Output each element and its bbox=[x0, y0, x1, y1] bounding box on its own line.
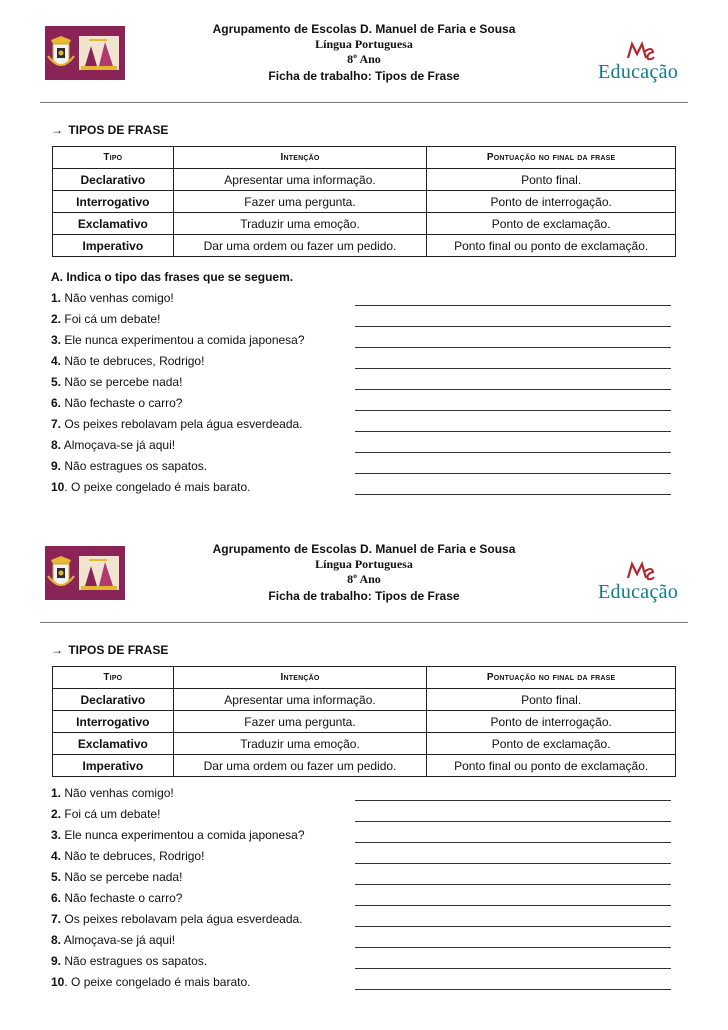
worksheet-title: Ficha de trabalho: Tipos de Frase bbox=[268, 69, 460, 83]
answer-line[interactable] bbox=[355, 463, 671, 474]
table-cell-punctuation: Ponto de interrogação. bbox=[427, 711, 676, 733]
table-cell-punctuation: Ponto de exclamação. bbox=[427, 213, 676, 235]
right-arrow-icon: → bbox=[51, 123, 63, 137]
exercise-item: 4. Não te debruces, Rodrigo! bbox=[51, 849, 676, 869]
exercise-item: 9. Não estragues os sapatos. bbox=[51, 459, 676, 479]
grade-label: 8º Ano bbox=[347, 572, 381, 586]
exercise-sentence: Os peixes rebolavam pela água esverdeada. bbox=[64, 912, 303, 926]
exercise-item: 3. Ele nunca experimentou a comida japonesa? bbox=[51, 333, 676, 353]
worksheet-title: Ficha de trabalho: Tipos de Frase bbox=[268, 589, 460, 603]
table-cell-punctuation: Ponto final ou ponto de exclamação. bbox=[427, 755, 676, 777]
table-cell-punctuation: Ponto final. bbox=[427, 169, 676, 191]
answer-line[interactable] bbox=[355, 937, 671, 948]
exercise-sentence: Ele nunca experimentou a comida japonesa? bbox=[64, 828, 305, 842]
table-cell-intention: Apresentar uma informação. bbox=[173, 169, 427, 191]
table-row bbox=[53, 191, 676, 213]
exercise-sentence: Foi cá um debate! bbox=[64, 312, 161, 326]
table-header-row bbox=[53, 147, 676, 169]
exercise-sentence: Foi cá um debate! bbox=[64, 807, 161, 821]
educacao-wordmark: Educação bbox=[598, 581, 679, 603]
table-cell-intention: Dar uma ordem ou fazer um pedido. bbox=[173, 755, 427, 777]
exercise-sentence: Não se percebe nada! bbox=[64, 375, 183, 389]
exercise-item: 5. Não se percebe nada! bbox=[51, 870, 676, 890]
answer-line[interactable] bbox=[355, 979, 671, 990]
table-cell-intention: Apresentar uma informação. bbox=[173, 689, 427, 711]
exercise-item: 7. Os peixes rebolavam pela água esverdeada. bbox=[51, 912, 676, 932]
answer-line[interactable] bbox=[355, 832, 671, 843]
answer-line[interactable] bbox=[355, 790, 671, 801]
subject-title: Língua Portuguesa bbox=[315, 37, 413, 51]
exercise-sentence: Não se percebe nada! bbox=[64, 870, 183, 884]
educacao-logo bbox=[598, 40, 686, 86]
header-divider bbox=[40, 622, 688, 623]
table-cell-intention: Fazer uma pergunta. bbox=[173, 711, 427, 733]
answer-line[interactable] bbox=[355, 853, 671, 864]
section-title-text: TIPOS DE FRASE bbox=[68, 643, 169, 657]
worksheet-header bbox=[140, 542, 588, 604]
answer-line[interactable] bbox=[355, 484, 671, 495]
table-row bbox=[53, 235, 676, 257]
exercise-sentence: Não te debruces, Rodrigo! bbox=[64, 354, 205, 368]
exercise-item: 6. Não fechaste o carro? bbox=[51, 891, 676, 911]
table-row bbox=[53, 733, 676, 755]
answer-line[interactable] bbox=[355, 442, 671, 453]
exercise-sentence: Ele nunca experimentou a comida japonesa? bbox=[64, 333, 305, 347]
school-name: Agrupamento de Escolas D. Manuel de Faria e Sousa bbox=[212, 22, 516, 36]
table-cell-intention: Dar uma ordem ou fazer um pedido. bbox=[173, 235, 427, 257]
sentence-types-table bbox=[52, 146, 676, 257]
exercise-item: 10. O peixe congelado é mais barato. bbox=[51, 975, 676, 995]
exercise-sentence: . O peixe congelado é mais barato. bbox=[64, 975, 251, 989]
table-row bbox=[53, 689, 676, 711]
exercise-instruction: A. Indica o tipo das frases que se seguem. bbox=[51, 270, 294, 284]
column-header-intencao: Intenção bbox=[173, 147, 427, 169]
column-header-pontuacao: Pontuação no final da frase bbox=[427, 147, 676, 169]
table-row bbox=[53, 169, 676, 191]
exercise-sentence: Os peixes rebolavam pela água esverdeada. bbox=[64, 417, 303, 431]
exercise-item: 8. Almoçava-se já aqui! bbox=[51, 933, 676, 953]
table-cell-type: Exclamativo bbox=[53, 733, 174, 755]
sentence-types-table bbox=[52, 666, 676, 777]
column-header-intencao: Intenção bbox=[173, 667, 427, 689]
answer-line[interactable] bbox=[355, 358, 671, 369]
table-cell-intention: Traduzir uma emoção. bbox=[173, 733, 427, 755]
table-cell-type: Declarativo bbox=[53, 689, 174, 711]
table-cell-punctuation: Ponto final ou ponto de exclamação. bbox=[427, 235, 676, 257]
table-header-row bbox=[53, 667, 676, 689]
exercise-item: 8. Almoçava-se já aqui! bbox=[51, 438, 676, 458]
exercise-sentence: Almoçava-se já aqui! bbox=[63, 933, 176, 947]
column-header-pontuacao: Pontuação no final da frase bbox=[427, 667, 676, 689]
exercise-sentence: . O peixe congelado é mais barato. bbox=[64, 480, 251, 494]
educacao-logo bbox=[598, 560, 686, 606]
exercise-item: 3. Ele nunca experimentou a comida japonesa? bbox=[51, 828, 676, 848]
exercise-item: 2. Foi cá um debate! bbox=[51, 807, 676, 827]
exercise-item: 9. Não estragues os sapatos. bbox=[51, 954, 676, 974]
exercise-sentence: Não fechaste o carro? bbox=[64, 891, 183, 905]
me-logo-mark-icon bbox=[626, 40, 656, 62]
table-cell-punctuation: Ponto de interrogação. bbox=[427, 191, 676, 213]
exercise-item: 2. Foi cá um debate! bbox=[51, 312, 676, 332]
table-cell-punctuation: Ponto final. bbox=[427, 689, 676, 711]
subject-title: Língua Portuguesa bbox=[315, 557, 413, 571]
exercise-item: 1. Não venhas comigo! bbox=[51, 291, 676, 311]
section-title bbox=[51, 123, 168, 137]
worksheet-header bbox=[140, 22, 588, 84]
table-cell-type: Interrogativo bbox=[53, 191, 174, 213]
me-logo-mark-icon bbox=[626, 560, 656, 582]
exercise-sentence: Não estragues os sapatos. bbox=[64, 459, 208, 473]
table-row bbox=[53, 755, 676, 777]
table-cell-type: Interrogativo bbox=[53, 711, 174, 733]
table-row bbox=[53, 711, 676, 733]
right-arrow-icon: → bbox=[51, 643, 63, 657]
table-row bbox=[53, 213, 676, 235]
exercise-sentence: Almoçava-se já aqui! bbox=[63, 438, 176, 452]
exercise-item: 5. Não se percebe nada! bbox=[51, 375, 676, 395]
exercise-sentence: Não fechaste o carro? bbox=[64, 396, 183, 410]
table-cell-type: Declarativo bbox=[53, 169, 174, 191]
answer-line[interactable] bbox=[355, 874, 671, 885]
answer-line[interactable] bbox=[355, 295, 671, 306]
answer-line[interactable] bbox=[355, 916, 671, 927]
answer-line[interactable] bbox=[355, 379, 671, 390]
table-cell-type: Imperativo bbox=[53, 235, 174, 257]
table-cell-type: Exclamativo bbox=[53, 213, 174, 235]
exercise-sentence: Não venhas comigo! bbox=[64, 291, 174, 305]
exercise-item: 7. Os peixes rebolavam pela água esverdeada. bbox=[51, 417, 676, 437]
exercise-item: 4. Não te debruces, Rodrigo! bbox=[51, 354, 676, 374]
exercise-sentence: Não venhas comigo! bbox=[64, 786, 174, 800]
grade-label: 8º Ano bbox=[347, 52, 381, 66]
table-cell-intention: Traduzir uma emoção. bbox=[173, 213, 427, 235]
section-title-text: TIPOS DE FRASE bbox=[68, 123, 169, 137]
table-cell-intention: Fazer uma pergunta. bbox=[173, 191, 427, 213]
exercise-item: 10. O peixe congelado é mais barato. bbox=[51, 480, 676, 500]
answer-line[interactable] bbox=[355, 811, 671, 822]
answer-line[interactable] bbox=[355, 895, 671, 906]
column-header-tipo: Tipo bbox=[53, 147, 174, 169]
table-cell-punctuation: Ponto de exclamação. bbox=[427, 733, 676, 755]
answer-line[interactable] bbox=[355, 337, 671, 348]
answer-line[interactable] bbox=[355, 316, 671, 327]
educacao-wordmark: Educação bbox=[598, 61, 679, 83]
school-crest-logo bbox=[45, 26, 125, 80]
header-divider bbox=[40, 102, 688, 103]
exercise-sentence: Não te debruces, Rodrigo! bbox=[64, 849, 205, 863]
section-title bbox=[51, 643, 168, 657]
column-header-tipo: Tipo bbox=[53, 667, 174, 689]
answer-line[interactable] bbox=[355, 421, 671, 432]
school-name: Agrupamento de Escolas D. Manuel de Faria e Sousa bbox=[212, 542, 516, 556]
school-crest-logo bbox=[45, 546, 125, 600]
table-cell-type: Imperativo bbox=[53, 755, 174, 777]
answer-line[interactable] bbox=[355, 958, 671, 969]
exercise-item: 1. Não venhas comigo! bbox=[51, 786, 676, 806]
exercise-sentence: Não estragues os sapatos. bbox=[64, 954, 208, 968]
exercise-item: 6. Não fechaste o carro? bbox=[51, 396, 676, 416]
answer-line[interactable] bbox=[355, 400, 671, 411]
